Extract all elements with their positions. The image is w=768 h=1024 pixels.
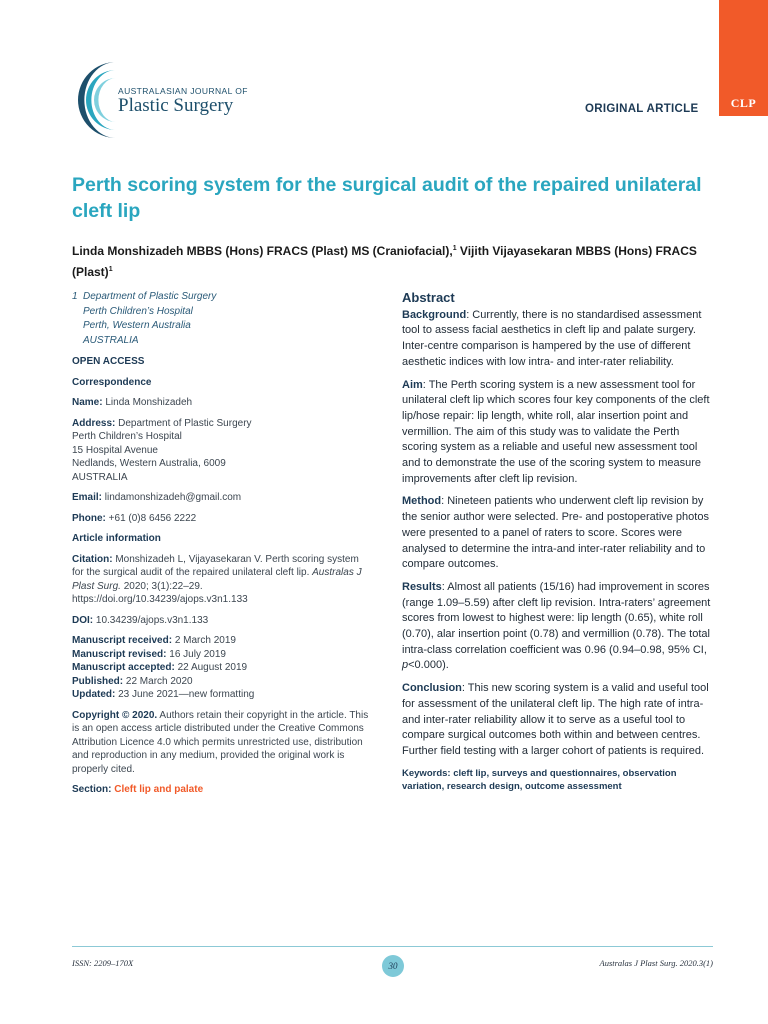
abstract-aim: Aim: The Perth scoring system is a new assessment tool for unilateral cleft lip which scores four key components of the cleft lip/hose repair: lip length, white roll, alar insertion point and vermillion. The aim of this study was to validate the Perth scoring system as a reliable and useful new assessment tool and to demonstrate the use of the scoring system to measure improvements after cleft lip revision.: [402, 378, 710, 485]
journal-logo: [76, 60, 276, 140]
correspondence-heading: Correspondence: [72, 376, 152, 388]
correspondence-name: Name: Linda Monshizadeh: [72, 397, 193, 408]
page-number-badge: 30: [382, 955, 404, 977]
affiliation-line: Department of Plastic Surgery: [83, 291, 217, 302]
affiliation-line: Perth, Western Australia: [83, 320, 191, 331]
author-1: Linda Monshizadeh MBBS (Hons) FRACS (Plast) MS (Craniofacial),: [72, 244, 453, 258]
correspondence-email: Email: lindamonshizadeh@gmail.com: [72, 492, 242, 503]
abstract-results: Results: Almost all patients (15/16) had improvement in scores (range 1.09–5.59) after cleft lip revision. Intra-raters’ agreement scores from lowest to highest were: lip length (0.65), white roll (0.70), alar insertion point (0.78) and vermillion (0.78). The total intra-class correlation coefficient was 0.96 (0.94–0.98, 95% CI, p<0.000).: [402, 580, 711, 672]
section-label: ORIGINAL ARTICLE: [585, 103, 699, 115]
author-1-affiliation: 1: [452, 245, 457, 252]
correspondence-address: Address: Department of Plastic Surgery Perth Children’s Hospital 15 Hospital Avenue Nedlands, Western Australia, 6009 AUSTRALIA: [72, 417, 252, 483]
clp-tab-label: CLP: [730, 96, 757, 110]
affiliation-number: 1: [72, 291, 78, 302]
footer-journal-ref: Australas J Plast Surg. 2020.3(1): [599, 958, 713, 968]
abstract: [402, 290, 712, 793]
article-sidebar: [72, 290, 372, 804]
correspondence-phone: Phone: +61 (0)8 6456 2222: [72, 512, 197, 524]
article-title: Perth scoring system for the surgical audit of the repaired unilateral cleft lip: [72, 174, 702, 222]
copyright: Copyright © 2020. Authors retain their copyright in the article. This is an open access article distributed under the Creative Commons Attribution Licence 4.0 which permits unrestricted use, distribution and reproduction in any medium, provided the original work is properly cited.: [72, 709, 369, 775]
open-access-label: OPEN ACCESS: [72, 356, 145, 367]
article-info-heading: Article information: [72, 533, 161, 544]
affiliation-line: Perth Children’s Hospital: [83, 305, 193, 317]
author-list: [72, 240, 712, 281]
journal-logo-swirl-icon: [76, 60, 122, 140]
abstract-background: Background: Currently, there is no standardised assessment tool to assess facial aesthetics in cleft lip and palate surgery. Inter-centre comparison is hampered by the use of different aesthetic indices with low intra- and inter-rater reliability.: [402, 308, 702, 368]
manuscript-dates: Manuscript received: 2 March 2019 Manuscript revised: 16 July 2019 Manuscript accepted: 22 August 2019 Published: 22 March 2020 Updated: 23 June 2021—new formatting: [72, 635, 255, 700]
article-section: Section: Cleft lip and palate: [72, 784, 204, 795]
clp-section-tab: [719, 0, 768, 116]
keywords: Keywords: cleft lip, surveys and questionnaires, observation variation, research design, outcome assessment: [402, 767, 677, 792]
abstract-conclusion: Conclusion: This new scoring system is a valid and useful tool for assessment of the unilateral cleft lip. The high rate of intra- and inter-rater reliability allow it to serve as a useful tool to compare surgical outcomes both within and between centres. Further field testing with a larger cohort of patients is required.: [402, 682, 709, 757]
author-2-affiliation: 1: [108, 265, 113, 273]
author-2: Vijith Vijayasekaran MBBS (Hons) FRACS (Plast): [72, 244, 697, 279]
email-link[interactable]: lindamonshizadeh@gmail.com: [104, 492, 242, 503]
abstract-heading: Abstract: [402, 290, 455, 305]
footer-divider: [72, 946, 713, 947]
abstract-method: Method: Nineteen patients who underwent cleft lip revision by the senior author were selected. Pre- and postoperative photos were presented to a panel of raters to score. Scores were analysed to determine the intra-and inter-rater reliability and to compare outcomes.: [402, 495, 709, 571]
citation-doi-link[interactable]: 2020; 3(1):22–29. https://doi.org/10.34239/ajops.v3n1.133: [72, 580, 248, 605]
affiliation-line: AUSTRALIA: [83, 334, 139, 346]
doi-link[interactable]: 10.34239/ajops.v3n1.133: [95, 614, 209, 626]
journal-name-line2: Plastic Surgery: [118, 95, 234, 116]
footer-issn: ISSN: 2209–170X: [72, 958, 134, 968]
section-link[interactable]: Cleft lip and palate: [114, 784, 204, 795]
journal-name-line1: AUSTRALASIAN JOURNAL OF: [118, 86, 248, 96]
doi: DOI: 10.34239/ajops.v3n1.133: [72, 614, 209, 626]
citation: Citation: Monshizadeh L, Vijayasekaran V. Perth scoring system for the surgical audit of the repaired unilateral cleft lip. Australas J Plast Surg. 2020; 3(1):22–29. https://doi.org/10.34239/ajops.v3n1.133: [72, 553, 362, 605]
affiliation: [72, 290, 372, 348]
